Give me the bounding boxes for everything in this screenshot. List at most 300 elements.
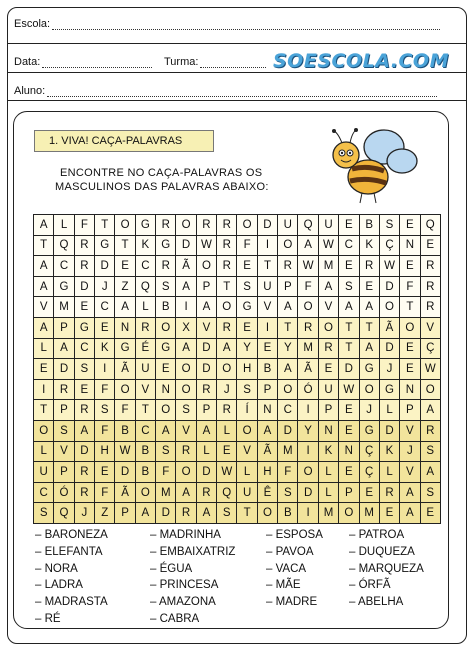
grid-cell[interactable]: A [156, 420, 176, 441]
grid-cell[interactable]: I [257, 235, 277, 256]
grid-cell[interactable]: B [156, 297, 176, 318]
grid-cell[interactable]: D [115, 462, 135, 483]
grid-cell[interactable]: U [318, 379, 338, 400]
grid-cell[interactable]: O [339, 503, 359, 524]
grid-cell[interactable]: E [359, 482, 379, 503]
grid-cell[interactable]: A [257, 420, 277, 441]
grid-cell[interactable]: V [420, 317, 440, 338]
grid-cell[interactable]: A [115, 297, 135, 318]
grid-cell[interactable]: P [196, 276, 216, 297]
grid-cell[interactable]: E [95, 462, 115, 483]
grid-cell[interactable]: R [217, 317, 237, 338]
grid-cell[interactable]: V [196, 317, 216, 338]
grid-cell[interactable]: Q [298, 215, 318, 236]
grid-cell[interactable]: E [115, 256, 135, 277]
grid-cell[interactable]: R [74, 235, 94, 256]
grid-cell[interactable]: E [400, 338, 420, 359]
grid-cell[interactable]: S [278, 482, 298, 503]
grid-cell[interactable]: J [74, 503, 94, 524]
grid-cell[interactable]: U [237, 482, 257, 503]
grid-cell[interactable]: R [217, 256, 237, 277]
grid-cell[interactable]: Ã [379, 317, 399, 338]
grid-cell[interactable]: F [237, 235, 257, 256]
grid-cell[interactable]: P [400, 400, 420, 421]
grid-cell[interactable]: P [339, 482, 359, 503]
grid-cell[interactable]: C [34, 482, 54, 503]
grid-cell[interactable]: E [420, 503, 440, 524]
grid-cell[interactable]: F [95, 482, 115, 503]
grid-cell[interactable]: E [420, 235, 440, 256]
grid-cell[interactable]: I [176, 297, 196, 318]
grid-cell[interactable]: Z [95, 503, 115, 524]
grid-cell[interactable]: M [54, 297, 74, 318]
grid-cell[interactable]: T [237, 503, 257, 524]
grid-cell[interactable]: S [339, 276, 359, 297]
grid-cell[interactable]: O [176, 462, 196, 483]
grid-cell[interactable]: K [95, 338, 115, 359]
grid-cell[interactable]: P [54, 462, 74, 483]
grid-cell[interactable]: E [339, 400, 359, 421]
grid-cell[interactable]: D [196, 359, 216, 380]
grid-cell[interactable]: H [237, 359, 257, 380]
grid-cell[interactable]: Q [217, 482, 237, 503]
grid-cell[interactable]: M [278, 441, 298, 462]
grid-cell[interactable]: S [237, 379, 257, 400]
grid-cell[interactable]: A [135, 503, 155, 524]
grid-cell[interactable]: F [400, 276, 420, 297]
grid-cell[interactable]: O [156, 317, 176, 338]
grid-cell[interactable]: Í [237, 400, 257, 421]
grid-cell[interactable]: T [257, 256, 277, 277]
grid-cell[interactable]: G [95, 235, 115, 256]
grid-cell[interactable]: V [176, 420, 196, 441]
grid-cell[interactable]: R [420, 420, 440, 441]
grid-cell[interactable]: K [379, 441, 399, 462]
grid-cell[interactable]: T [217, 276, 237, 297]
grid-cell[interactable]: O [359, 379, 379, 400]
grid-cell[interactable]: E [318, 359, 338, 380]
grid-cell[interactable]: P [115, 503, 135, 524]
grid-cell[interactable]: X [176, 317, 196, 338]
grid-cell[interactable]: R [318, 338, 338, 359]
grid-cell[interactable]: O [298, 462, 318, 483]
grid-cell[interactable]: Ã [176, 256, 196, 277]
grid-cell[interactable]: E [237, 317, 257, 338]
grid-cell[interactable]: B [135, 462, 155, 483]
grid-cell[interactable]: D [74, 276, 94, 297]
grid-cell[interactable]: R [196, 379, 216, 400]
grid-cell[interactable]: W [420, 359, 440, 380]
grid-cell[interactable]: A [339, 297, 359, 318]
grid-cell[interactable]: E [339, 215, 359, 236]
grid-cell[interactable]: P [54, 317, 74, 338]
grid-cell[interactable]: A [359, 297, 379, 318]
school-field[interactable] [14, 18, 440, 30]
grid-cell[interactable]: D [278, 420, 298, 441]
grid-cell[interactable]: H [257, 462, 277, 483]
grid-cell[interactable]: R [176, 441, 196, 462]
grid-cell[interactable]: A [74, 420, 94, 441]
grid-cell[interactable]: L [196, 441, 216, 462]
grid-cell[interactable]: P [54, 400, 74, 421]
grid-cell[interactable]: D [196, 338, 216, 359]
grid-cell[interactable]: G [135, 215, 155, 236]
grid-cell[interactable]: E [379, 503, 399, 524]
grid-cell[interactable]: S [74, 359, 94, 380]
grid-cell[interactable]: D [298, 482, 318, 503]
grid-cell[interactable]: O [237, 420, 257, 441]
grid-cell[interactable]: N [400, 235, 420, 256]
grid-cell[interactable]: I [298, 400, 318, 421]
grid-cell[interactable]: A [278, 297, 298, 318]
grid-cell[interactable]: N [400, 379, 420, 400]
grid-cell[interactable]: O [176, 379, 196, 400]
grid-cell[interactable]: E [400, 359, 420, 380]
grid-cell[interactable]: B [135, 441, 155, 462]
grid-cell[interactable]: E [400, 215, 420, 236]
grid-cell[interactable]: D [196, 462, 216, 483]
grid-cell[interactable]: O [278, 235, 298, 256]
grid-cell[interactable]: O [115, 215, 135, 236]
grid-cell[interactable]: W [318, 235, 338, 256]
grid-cell[interactable]: D [54, 359, 74, 380]
grid-cell[interactable]: E [217, 441, 237, 462]
grid-cell[interactable]: R [176, 503, 196, 524]
grid-cell[interactable]: R [298, 317, 318, 338]
grid-cell[interactable]: O [420, 379, 440, 400]
grid-cell[interactable]: L [54, 215, 74, 236]
grid-cell[interactable]: F [95, 420, 115, 441]
grid-cell[interactable]: R [135, 317, 155, 338]
grid-cell[interactable]: Ó [298, 379, 318, 400]
grid-cell[interactable]: E [339, 462, 359, 483]
grid-cell[interactable]: N [318, 420, 338, 441]
grid-cell[interactable]: T [115, 235, 135, 256]
grid-cell[interactable]: T [359, 317, 379, 338]
grid-cell[interactable]: J [379, 359, 399, 380]
grid-cell[interactable]: O [237, 215, 257, 236]
grid-cell[interactable]: M [318, 256, 338, 277]
grid-cell[interactable]: P [278, 276, 298, 297]
grid-cell[interactable]: B [359, 215, 379, 236]
grid-cell[interactable]: L [34, 338, 54, 359]
grid-cell[interactable]: U [257, 276, 277, 297]
grid-cell[interactable]: W [379, 256, 399, 277]
grid-cell[interactable]: Ó [54, 482, 74, 503]
grid-cell[interactable]: O [318, 317, 338, 338]
grid-cell[interactable]: A [196, 420, 216, 441]
grid-cell[interactable]: E [34, 359, 54, 380]
grid-cell[interactable]: Ê [257, 482, 277, 503]
grid-cell[interactable]: C [135, 420, 155, 441]
grid-cell[interactable]: E [74, 297, 94, 318]
grid-cell[interactable]: Q [135, 276, 155, 297]
grid-cell[interactable]: D [379, 420, 399, 441]
grid-cell[interactable]: P [257, 379, 277, 400]
grid-cell[interactable]: E [339, 420, 359, 441]
grid-cell[interactable]: R [74, 482, 94, 503]
grid-cell[interactable]: T [278, 317, 298, 338]
grid-cell[interactable]: A [196, 503, 216, 524]
grid-cell[interactable]: O [115, 379, 135, 400]
grid-cell[interactable]: F [298, 276, 318, 297]
grid-cell[interactable]: K [359, 235, 379, 256]
grid-cell[interactable]: F [95, 379, 115, 400]
grid-cell[interactable]: A [298, 235, 318, 256]
grid-cell[interactable]: F [278, 462, 298, 483]
grid-cell[interactable]: H [95, 441, 115, 462]
grid-cell[interactable]: O [135, 482, 155, 503]
grid-cell[interactable]: G [237, 297, 257, 318]
grid-cell[interactable]: Ã [298, 359, 318, 380]
grid-cell[interactable]: F [74, 215, 94, 236]
grid-cell[interactable]: D [257, 215, 277, 236]
grid-cell[interactable]: W [339, 379, 359, 400]
grid-cell[interactable]: A [278, 359, 298, 380]
grid-cell[interactable]: A [34, 276, 54, 297]
grid-cell[interactable]: I [95, 359, 115, 380]
grid-cell[interactable]: G [74, 317, 94, 338]
grid-cell[interactable]: M [318, 503, 338, 524]
grid-cell[interactable]: A [54, 338, 74, 359]
grid-cell[interactable]: V [237, 441, 257, 462]
grid-cell[interactable]: C [54, 256, 74, 277]
student-field[interactable] [14, 85, 437, 97]
grid-cell[interactable]: V [400, 420, 420, 441]
grid-cell[interactable]: W [196, 235, 216, 256]
grid-cell[interactable]: C [95, 297, 115, 318]
grid-cell[interactable]: R [278, 256, 298, 277]
grid-cell[interactable]: E [95, 317, 115, 338]
grid-cell[interactable]: A [400, 482, 420, 503]
grid-cell[interactable]: S [95, 400, 115, 421]
grid-cell[interactable]: E [156, 359, 176, 380]
grid-cell[interactable]: D [379, 338, 399, 359]
grid-cell[interactable]: N [257, 400, 277, 421]
grid-cell[interactable]: R [156, 215, 176, 236]
grid-cell[interactable]: J [400, 441, 420, 462]
grid-cell[interactable]: A [176, 338, 196, 359]
grid-cell[interactable]: Y [298, 420, 318, 441]
grid-cell[interactable]: Ã [115, 359, 135, 380]
grid-cell[interactable]: R [217, 215, 237, 236]
grid-cell[interactable]: E [359, 276, 379, 297]
grid-cell[interactable]: J [217, 379, 237, 400]
grid-cell[interactable]: T [135, 400, 155, 421]
grid-cell[interactable]: D [156, 503, 176, 524]
grid-cell[interactable]: B [257, 359, 277, 380]
grid-cell[interactable]: O [217, 297, 237, 318]
grid-cell[interactable]: W [217, 462, 237, 483]
grid-cell[interactable]: T [400, 297, 420, 318]
grid-cell[interactable]: A [217, 338, 237, 359]
grid-cell[interactable]: Q [54, 235, 74, 256]
grid-cell[interactable]: S [237, 276, 257, 297]
grid-cell[interactable]: G [379, 379, 399, 400]
grid-cell[interactable]: A [359, 338, 379, 359]
grid-cell[interactable]: T [34, 400, 54, 421]
grid-cell[interactable]: D [95, 256, 115, 277]
grid-cell[interactable]: M [298, 338, 318, 359]
grid-cell[interactable]: R [420, 297, 440, 318]
grid-cell[interactable]: V [54, 441, 74, 462]
grid-cell[interactable]: Q [420, 215, 440, 236]
grid-cell[interactable]: T [339, 338, 359, 359]
grid-cell[interactable]: A [34, 215, 54, 236]
grid-cell[interactable]: D [339, 359, 359, 380]
grid-cell[interactable]: R [196, 215, 216, 236]
grid-cell[interactable]: A [400, 503, 420, 524]
grid-cell[interactable]: F [115, 400, 135, 421]
grid-cell[interactable]: O [176, 215, 196, 236]
grid-cell[interactable]: G [115, 338, 135, 359]
grid-cell[interactable]: É [135, 338, 155, 359]
grid-cell[interactable]: S [34, 503, 54, 524]
grid-cell[interactable]: R [420, 276, 440, 297]
grid-cell[interactable]: M [359, 503, 379, 524]
grid-cell[interactable]: D [74, 441, 94, 462]
grid-cell[interactable]: S [420, 482, 440, 503]
grid-cell[interactable]: A [34, 317, 54, 338]
grid-cell[interactable]: S [156, 441, 176, 462]
grid-cell[interactable]: U [318, 215, 338, 236]
grid-cell[interactable]: L [379, 462, 399, 483]
grid-cell[interactable]: A [420, 400, 440, 421]
grid-cell[interactable]: U [278, 215, 298, 236]
grid-cell[interactable]: O [278, 379, 298, 400]
grid-cell[interactable]: T [95, 215, 115, 236]
grid-cell[interactable]: C [339, 235, 359, 256]
grid-cell[interactable]: E [400, 256, 420, 277]
grid-cell[interactable]: E [257, 338, 277, 359]
grid-cell[interactable]: Z [115, 276, 135, 297]
grid-cell[interactable]: R [379, 482, 399, 503]
grid-cell[interactable]: D [176, 235, 196, 256]
grid-cell[interactable]: O [298, 297, 318, 318]
grid-cell[interactable]: A [34, 256, 54, 277]
grid-cell[interactable]: R [359, 256, 379, 277]
grid-cell[interactable]: R [74, 462, 94, 483]
grid-cell[interactable]: G [359, 420, 379, 441]
grid-cell[interactable]: R [74, 256, 94, 277]
grid-cell[interactable]: U [34, 462, 54, 483]
grid-cell[interactable]: O [156, 400, 176, 421]
grid-cell[interactable]: W [115, 441, 135, 462]
grid-cell[interactable]: O [379, 297, 399, 318]
grid-cell[interactable]: T [339, 317, 359, 338]
grid-cell[interactable]: S [156, 276, 176, 297]
grid-cell[interactable]: Ç [359, 462, 379, 483]
grid-cell[interactable]: S [176, 400, 196, 421]
grid-cell[interactable]: K [318, 441, 338, 462]
grid-cell[interactable]: R [217, 235, 237, 256]
grid-cell[interactable]: J [95, 276, 115, 297]
grid-cell[interactable]: W [298, 256, 318, 277]
grid-cell[interactable]: A [176, 482, 196, 503]
grid-cell[interactable]: V [135, 379, 155, 400]
grid-cell[interactable]: S [379, 215, 399, 236]
grid-cell[interactable]: V [400, 462, 420, 483]
grid-cell[interactable]: I [257, 317, 277, 338]
grid-cell[interactable]: C [135, 256, 155, 277]
grid-cell[interactable]: O [196, 256, 216, 277]
grid-cell[interactable]: L [318, 482, 338, 503]
grid-cell[interactable]: S [54, 420, 74, 441]
grid-cell[interactable]: O [176, 359, 196, 380]
grid-cell[interactable]: U [135, 359, 155, 380]
grid-cell[interactable]: C [278, 400, 298, 421]
grid-cell[interactable]: E [237, 256, 257, 277]
grid-cell[interactable]: O [217, 359, 237, 380]
grid-cell[interactable]: Ã [257, 441, 277, 462]
grid-cell[interactable]: Ç [359, 441, 379, 462]
grid-cell[interactable]: R [156, 256, 176, 277]
grid-cell[interactable]: E [339, 256, 359, 277]
grid-cell[interactable]: F [156, 462, 176, 483]
grid-cell[interactable]: G [54, 276, 74, 297]
grid-cell[interactable]: J [359, 400, 379, 421]
grid-cell[interactable]: A [318, 276, 338, 297]
grid-cell[interactable]: O [34, 420, 54, 441]
class-field[interactable] [164, 56, 266, 68]
grid-cell[interactable]: O [400, 317, 420, 338]
grid-cell[interactable]: G [156, 235, 176, 256]
grid-cell[interactable]: O [257, 503, 277, 524]
grid-cell[interactable]: P [318, 400, 338, 421]
grid-cell[interactable]: G [156, 338, 176, 359]
grid-cell[interactable]: A [420, 462, 440, 483]
grid-cell[interactable]: I [34, 379, 54, 400]
grid-cell[interactable]: S [420, 441, 440, 462]
grid-cell[interactable]: K [135, 235, 155, 256]
grid-cell[interactable]: D [379, 276, 399, 297]
grid-cell[interactable]: L [379, 400, 399, 421]
grid-cell[interactable]: V [257, 297, 277, 318]
grid-cell[interactable]: A [176, 276, 196, 297]
grid-cell[interactable]: V [318, 297, 338, 318]
grid-cell[interactable]: A [196, 297, 216, 318]
grid-cell[interactable]: Ã [115, 482, 135, 503]
grid-cell[interactable]: I [298, 503, 318, 524]
grid-cell[interactable]: B [278, 503, 298, 524]
grid-cell[interactable]: T [34, 235, 54, 256]
date-field[interactable] [14, 56, 152, 68]
grid-cell[interactable]: R [196, 482, 216, 503]
grid-cell[interactable]: R [217, 400, 237, 421]
grid-cell[interactable]: V [34, 297, 54, 318]
grid-cell[interactable]: R [54, 379, 74, 400]
grid-cell[interactable]: L [318, 462, 338, 483]
grid-cell[interactable]: L [135, 297, 155, 318]
grid-cell[interactable]: G [359, 359, 379, 380]
grid-cell[interactable]: L [34, 441, 54, 462]
grid-cell[interactable]: C [74, 338, 94, 359]
grid-cell[interactable]: Ç [420, 338, 440, 359]
grid-cell[interactable]: E [74, 379, 94, 400]
grid-cell[interactable]: R [420, 256, 440, 277]
grid-cell[interactable]: S [217, 503, 237, 524]
grid-cell[interactable]: M [156, 482, 176, 503]
grid-cell[interactable]: N [156, 379, 176, 400]
grid-cell[interactable]: I [298, 441, 318, 462]
grid-cell[interactable]: N [339, 441, 359, 462]
grid-cell[interactable]: P [196, 400, 216, 421]
grid-cell[interactable]: L [217, 420, 237, 441]
grid-cell[interactable]: Ç [379, 235, 399, 256]
grid-cell[interactable]: B [115, 420, 135, 441]
grid-cell[interactable]: N [115, 317, 135, 338]
grid-cell[interactable]: Q [54, 503, 74, 524]
